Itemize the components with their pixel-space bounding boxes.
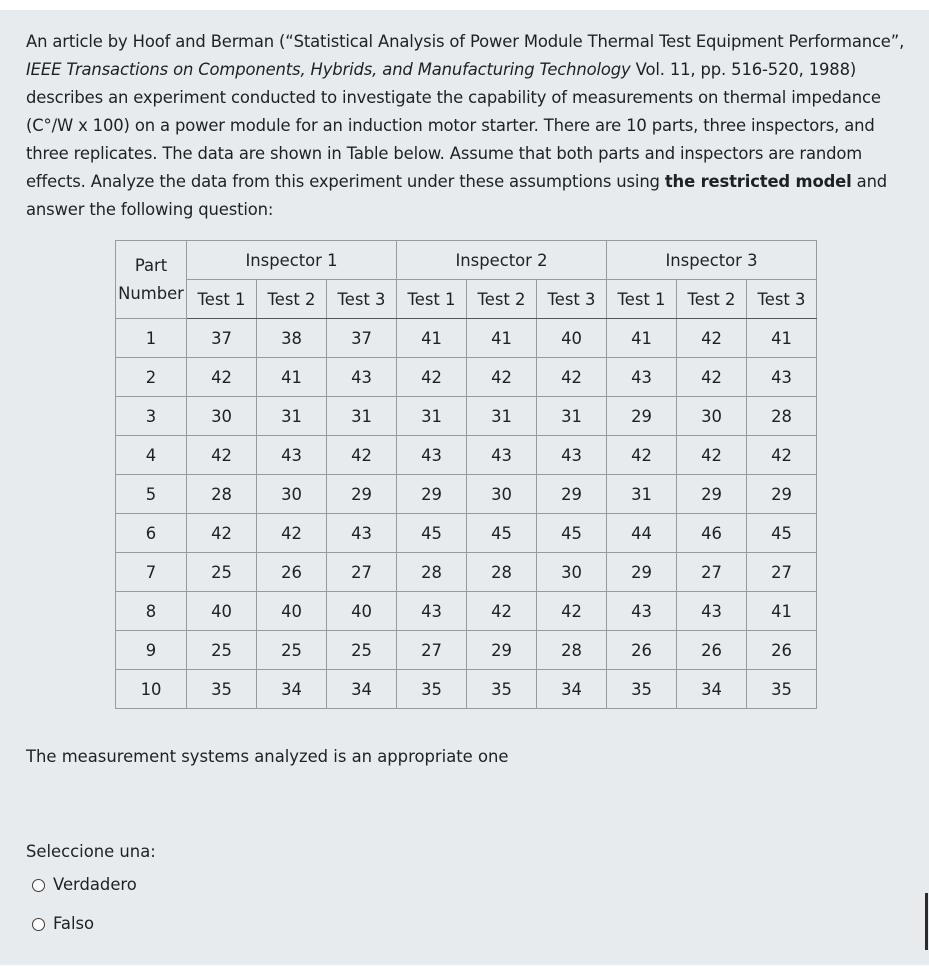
- value-cell: 46: [677, 514, 747, 553]
- value-cell: 43: [467, 436, 537, 475]
- value-cell: 41: [747, 319, 817, 358]
- question-body: Vol. 11, pp. 516-520, 1988) describes an experiment conducted to investigate the capability of measurements on thermal impedance (C°/W x 100) on a power module for an induction motor starter. There are 10 parts, three inspectors, and three replicates. The data are shown in Table below. Assume that both parts and inspectors are random effects. Analyze the data from this experiment under these assumptions using: [26, 60, 881, 191]
- value-cell: 37: [187, 319, 257, 358]
- table-row: [116, 319, 817, 358]
- value-cell: 40: [257, 592, 327, 631]
- part-number-cell: 6: [116, 514, 187, 553]
- value-cell: 43: [327, 514, 397, 553]
- table-row: [116, 514, 817, 553]
- value-cell: 30: [187, 397, 257, 436]
- option-label: Verdadero: [53, 875, 137, 894]
- value-cell: 43: [257, 436, 327, 475]
- value-cell: 40: [187, 592, 257, 631]
- value-cell: 27: [747, 553, 817, 592]
- value-cell: 25: [327, 631, 397, 670]
- value-cell: 26: [677, 631, 747, 670]
- value-cell: 26: [747, 631, 817, 670]
- value-cell: 29: [607, 397, 677, 436]
- part-number-cell: 1: [116, 319, 187, 358]
- value-cell: 43: [747, 358, 817, 397]
- test-header: Test 2: [257, 280, 327, 319]
- question-tail: and answer the following question:: [26, 172, 888, 219]
- test-header: Test 3: [537, 280, 607, 319]
- value-cell: 34: [327, 670, 397, 709]
- value-cell: 29: [747, 475, 817, 514]
- value-cell: 28: [537, 631, 607, 670]
- scrollbar-edge[interactable]: [925, 893, 928, 950]
- value-cell: 41: [747, 592, 817, 631]
- value-cell: 38: [257, 319, 327, 358]
- value-cell: 29: [327, 475, 397, 514]
- table-row: [116, 397, 817, 436]
- value-cell: 43: [607, 592, 677, 631]
- value-cell: 25: [257, 631, 327, 670]
- value-cell: 42: [607, 436, 677, 475]
- value-cell: 42: [187, 436, 257, 475]
- inspector-1-header: Inspector 1: [187, 241, 397, 280]
- test-header: Test 1: [607, 280, 677, 319]
- value-cell: 31: [537, 397, 607, 436]
- table-row: [116, 436, 817, 475]
- value-cell: 29: [397, 475, 467, 514]
- part-number-cell: 8: [116, 592, 187, 631]
- value-cell: 30: [537, 553, 607, 592]
- value-cell: 40: [537, 319, 607, 358]
- value-cell: 27: [327, 553, 397, 592]
- value-cell: 34: [677, 670, 747, 709]
- value-cell: 37: [327, 319, 397, 358]
- value-cell: 28: [187, 475, 257, 514]
- value-cell: 27: [397, 631, 467, 670]
- value-cell: 29: [537, 475, 607, 514]
- value-cell: 31: [327, 397, 397, 436]
- question-journal: IEEE Transactions on Components, Hybrids, and Manufacturing Technology: [26, 60, 631, 79]
- value-cell: 41: [257, 358, 327, 397]
- value-cell: 29: [677, 475, 747, 514]
- radio-button[interactable]: [32, 918, 45, 931]
- value-cell: 30: [467, 475, 537, 514]
- value-cell: 31: [257, 397, 327, 436]
- value-cell: 27: [677, 553, 747, 592]
- part-number-cell: 3: [116, 397, 187, 436]
- value-cell: 25: [187, 553, 257, 592]
- value-cell: 31: [607, 475, 677, 514]
- value-cell: 28: [747, 397, 817, 436]
- value-cell: 42: [467, 358, 537, 397]
- value-cell: 34: [537, 670, 607, 709]
- value-cell: 42: [397, 358, 467, 397]
- value-cell: 35: [467, 670, 537, 709]
- part-header-line2: Number: [118, 283, 184, 303]
- part-number-cell: 10: [116, 670, 187, 709]
- value-cell: 42: [257, 514, 327, 553]
- inspector-2-header: Inspector 2: [397, 241, 607, 280]
- test-header: Test 3: [747, 280, 817, 319]
- value-cell: 44: [607, 514, 677, 553]
- value-cell: 41: [397, 319, 467, 358]
- test-header: Test 1: [397, 280, 467, 319]
- value-cell: 40: [327, 592, 397, 631]
- table-row: [116, 358, 817, 397]
- value-cell: 42: [187, 358, 257, 397]
- table-row: [116, 475, 817, 514]
- value-cell: 31: [467, 397, 537, 436]
- value-cell: 42: [677, 358, 747, 397]
- part-header-line1: Part: [134, 255, 168, 275]
- part-number-cell: 9: [116, 631, 187, 670]
- test-header: Test 3: [327, 280, 397, 319]
- table-row: [116, 631, 817, 670]
- value-cell: 43: [537, 436, 607, 475]
- value-cell: 45: [537, 514, 607, 553]
- question-intro: An article by Hoof and Berman (“Statistical Analysis of Power Module Thermal Test Equipment Performance”,: [26, 32, 905, 51]
- table-row: [116, 670, 817, 709]
- value-cell: 26: [257, 553, 327, 592]
- value-cell: 30: [677, 397, 747, 436]
- value-cell: 42: [677, 436, 747, 475]
- test-header: Test 1: [187, 280, 257, 319]
- value-cell: 43: [607, 358, 677, 397]
- value-cell: 35: [187, 670, 257, 709]
- part-number-header: [116, 241, 187, 319]
- value-cell: 42: [537, 358, 607, 397]
- value-cell: 28: [467, 553, 537, 592]
- part-number-cell: 2: [116, 358, 187, 397]
- value-cell: 31: [397, 397, 467, 436]
- radio-button[interactable]: [32, 879, 45, 892]
- question-text: [26, 28, 906, 224]
- data-table: [115, 240, 817, 709]
- value-cell: 42: [187, 514, 257, 553]
- value-cell: 45: [397, 514, 467, 553]
- value-cell: 34: [257, 670, 327, 709]
- part-number-cell: 7: [116, 553, 187, 592]
- option-label: Falso: [53, 914, 95, 933]
- value-cell: 43: [397, 436, 467, 475]
- value-cell: 29: [467, 631, 537, 670]
- option-verdadero[interactable]: [32, 871, 137, 899]
- value-cell: 35: [747, 670, 817, 709]
- value-cell: 45: [467, 514, 537, 553]
- value-cell: 41: [607, 319, 677, 358]
- test-header: Test 2: [677, 280, 747, 319]
- value-cell: 42: [677, 319, 747, 358]
- value-cell: 42: [327, 436, 397, 475]
- value-cell: 43: [397, 592, 467, 631]
- value-cell: 42: [467, 592, 537, 631]
- table-row: [116, 592, 817, 631]
- option-falso[interactable]: [32, 910, 94, 938]
- value-cell: 30: [257, 475, 327, 514]
- table-row: [116, 553, 817, 592]
- part-number-cell: 4: [116, 436, 187, 475]
- value-cell: 25: [187, 631, 257, 670]
- value-cell: 41: [467, 319, 537, 358]
- part-number-cell: 5: [116, 475, 187, 514]
- value-cell: 43: [327, 358, 397, 397]
- value-cell: 45: [747, 514, 817, 553]
- value-cell: 43: [677, 592, 747, 631]
- value-cell: 42: [747, 436, 817, 475]
- value-cell: 26: [607, 631, 677, 670]
- select-prompt: Seleccione una:: [26, 842, 156, 861]
- question-bold: the restricted model: [664, 172, 852, 191]
- value-cell: 29: [607, 553, 677, 592]
- statement-text: The measurement systems analyzed is an appropriate one: [26, 747, 509, 766]
- value-cell: 35: [397, 670, 467, 709]
- value-cell: 28: [397, 553, 467, 592]
- value-cell: 35: [607, 670, 677, 709]
- value-cell: 42: [537, 592, 607, 631]
- test-header: Test 2: [467, 280, 537, 319]
- inspector-3-header: Inspector 3: [607, 241, 817, 280]
